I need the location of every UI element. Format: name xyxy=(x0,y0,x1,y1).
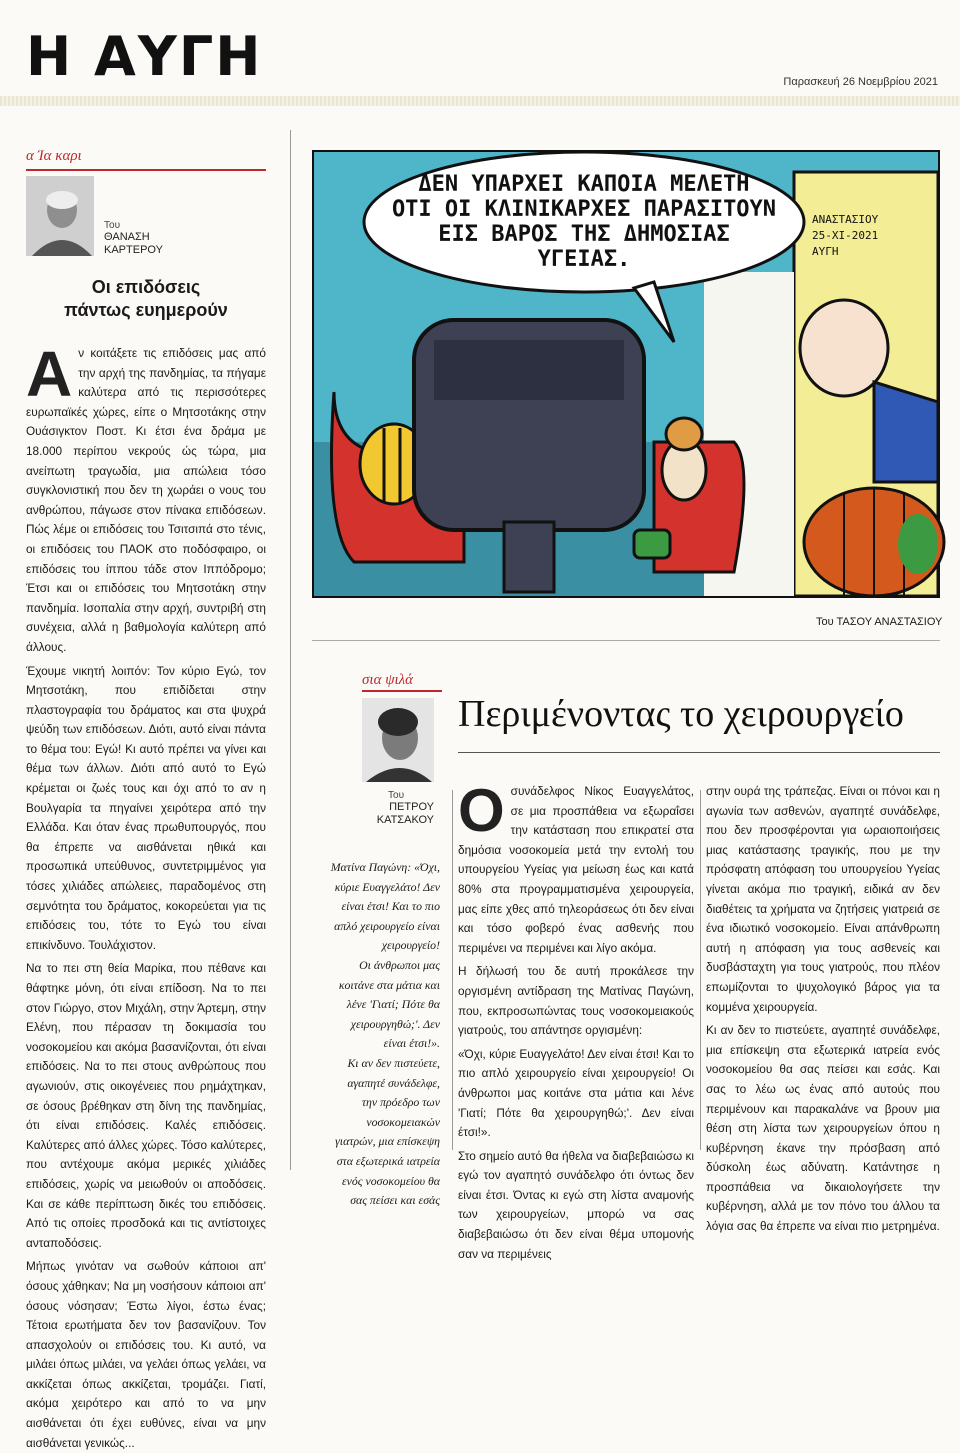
author-photo-katsakou xyxy=(362,698,434,782)
column-body-left xyxy=(26,338,266,1450)
paragraph xyxy=(458,777,694,958)
pull-quote-part: Κι αν δεν πιστεύετε, αγαπητέ συνάδελφε, την πρόεδρο των νοσοκομειακών γιατρών, μια επίσκεψη στα εξωτερικά ιατρεία ενός νοσοκομείου θα σας πείσει και εσάς xyxy=(335,1055,440,1208)
paragraph: Μήπως γινόταν να σωθούν κάποιοι απ' όσους χάθηκαν; Να μη νοσήσουν κάποιοι απ' όσους νόσησαν; Έστω λίγοι, έστω ένας; Τέτοια ερωτήματα δεν τον βασανίζουν. Τον απασχολούν οι επιδόσεις του. Κι αυτό, να μιλάει όπως μιλάει, να γελάει όπως γελάει, να ακκίζεται όπως ακκίζεται, τρομάζει. Γιατί, ακόμα χειρότερο και από το να μην αισθάνεται ότι έχει ευθύνες, είναι να μην αισθάνεται γενικώς... xyxy=(26,1259,266,1450)
author-photo-kárteros xyxy=(26,176,94,256)
paragraph: Στο σημείο αυτό θα ήθελα να διαβεβαιώσω κι εγώ τον αγαπητό συνάδελφο ότι όντως δεν είναι έτσι. Όντας κι εγώ στη λίστα αναμονής των χειρουργείων, μπορώ να σας διαβεβαιώσω ότι δεν είναι θέμα υπομονής σαν να περιμένεις xyxy=(458,1148,694,1261)
author-name-line-2: ΚΑΡΤΕΡΟΥ xyxy=(104,244,163,257)
author-byline-main xyxy=(374,790,434,827)
speech-line-4: ΥΓΕΙΑΣ. xyxy=(537,247,631,272)
pull-quote-part: Οι άνθρωποι μας κοιτάνε στα μάτια και λένε 'Γιατί; Πότε θα χειρουργηθώ;'. Δεν είναι έτσι!». xyxy=(338,957,440,1051)
signature-line-3: ΑΥΓΗ xyxy=(812,245,839,258)
article-body-col-1 xyxy=(458,777,694,1261)
cartoon-signature xyxy=(812,212,878,260)
header-band xyxy=(0,96,960,106)
editorial-cartoon xyxy=(312,150,940,598)
speech-line-1: ΔΕΝ ΥΠΑΡΧΕΙ ΚΑΠΟΙΑ ΜΕΛΕΤΗ xyxy=(418,172,750,197)
pull-quote xyxy=(330,858,440,1211)
column-title-line-1: Οι επιδόσεις xyxy=(91,277,201,297)
portrait-icon xyxy=(26,176,94,256)
author-prefix: Του xyxy=(388,790,405,801)
paragraph: «Όχι, κύριε Ευαγγελάτο! Δεν είναι έτσι! Και το πιο απλό χειρουργείο είναι χειρουργείο! Οι άνθρωποι μας κοιτάνε στα μάτια και λένε 'Γιατί; Πότε θα χειρουργηθώ;'. Δεν είναι έτσι!». xyxy=(458,1046,694,1140)
signature-line-2: 25-XI-2021 xyxy=(812,229,879,242)
paragraph-text: συνάδελφος Νίκος Ευαγγελάτος, σε μια προσπάθεια να εξωραΐσει την κατάσταση που επικρατεί στα δημόσια νοσοκομεία μετά την εντολή του υπουργείου Υγείας για μείωση έως και κατά 80% στα προγραμματισμένα χειρουργεία, μας είπε χθες από τηλεοράσεως ότι δεν είναι και τόσο φοβερό ένας ασθενής που περιμένει να περιμένει και λίγο ακόμα. xyxy=(458,784,694,955)
paragraph: Να το πει στη θεία Μαρίκα, που πέθανε και θάφτηκε μόνη, ότι είναι επίδοση. Να το πει στον Γιώργο, στον Μιχάλη, στην Άρτεμη, στην Ελένη, που πέρασαν τη δοκιμασία του νοσοκομείου και ακόμα βασανίζονται, ότι είναι επιδόσεις. Να το πει στους ανθρώπους που αγωνιούν, στις οικογένειες που ρημάχτηκαν, σε όσους βρέθηκαν στη δίνη της πανδημίας, ότι είναι επιδόσεις. Καλές επιδόσεις. Καλύτερες από άλλες χώρες. Τόσο καλύτερες, που αντέχουμε ακόμα μερικές χιλιάδες επιδόσεις, χωρίς να μειωθούν οι αποδόσεις. Και σε κάθε περίπτωση δικές του επιδόσεις. Από τις οποίες προσδοκά και τις αντίστοιχες ανταποδόσεις. xyxy=(26,961,266,1250)
pull-quote-part: Ματίνα Παγώνη: «Όχι, κύριε Ευαγγελάτο! Δεν είναι έτσι! Και το πιο απλό χειρουργείο είναι χειρουργείο! xyxy=(330,860,440,953)
speech-line-3: ΕΙΣ ΒΑΡΟΣ ΤΗΣ ΔΗΜΟΣΙΑΣ xyxy=(438,222,730,247)
section-rule-left xyxy=(26,169,266,171)
column-title-left xyxy=(26,276,266,321)
paragraph: Η δήλωσή του δε αυτή προκάλεσε την οργισμένη αντίδραση της Ματίνας Παγώνη, που, εκπροσωπώντας τους νοσοκομειακούς γιατρούς, του απάντησε οργισμένη: xyxy=(458,964,694,1038)
column-title-line-2: πάντως ευημερούν xyxy=(64,299,228,320)
speech-line-2: ΟΤΙ ΟΙ ΚΛΙΝΙΚΑΡΧΕΣ ΠΑΡΑΣΙΤΟΥΝ xyxy=(391,197,777,222)
paragraph: Έχουμε νικητή λοιπόν: Τον κύριο Εγώ, τον Μητσοτάκη, που επιδίδεται στην πλαστογραφία του δράματος και στα ψυχρά ψεύδη των επιδόσεων. Διότι, αυτό είναι πάντα το θέμα του: Εγώ! Κι αυτό πρέπει να γίνει και θέμα των άλλων. Διότι από αυτό το Εγώ κρέμεται οι ζωές τους και όχι από το αν η Βουλγαρία τα πηγαίνει χειρότερα από την Ελλάδα. Και όταν ένας πρωθυπουργός, που θα έπρεπε να αισθάνεται ηθικά και προσωπικά υπεύθυνος, συντετριμμένος για τόσες χιλιάδες απώλειες, παραδομένος στη σεμνότητα του δράματος, κοκορεύεται για τις επιδόσεις του, τότε το Εγώ του είναι επικίνδυνο. Τουλάχιστον. xyxy=(26,663,266,952)
article-body-col-2 xyxy=(706,782,940,1234)
paragraph: Κι αν δεν το πιστεύετε, αγαπητέ συνάδελφε, μια επίσκεψη στα εξωτερικά ιατρεία ενός νοσοκομείου θα σας πείσει και εσάς. Και σας το λέω ως ένας από αυτούς που περιμένουν και παρακαλάνε να βρουν μια θέση στη λίστα των χειρουργείων όπου η κυβέρνηση έκανε την πρόσβαση από δύσκολη έως αδύνατη. Κατάντησε η προσπάθεια να δικαιολογήσετε την κυβέρνηση, αλλά με τον πόνο του άλλου τα λόγια σας θα έπρεπε να είναι πιο μετρημένα. xyxy=(706,1023,940,1234)
portrait-icon xyxy=(362,698,434,782)
drop-cap: Α xyxy=(26,338,73,410)
author-name-line-1: ΘΑΝΑΣΗ xyxy=(104,231,150,243)
column-divider xyxy=(700,790,701,1150)
author-prefix: Του xyxy=(104,220,121,231)
author-name-line-2: ΚΑΤΣΑΚΟΥ xyxy=(376,814,434,827)
drop-cap: Ο xyxy=(458,777,505,844)
signature-line-1: ΑΝΑΣΤΑΣΙΟΥ xyxy=(812,213,879,226)
section-tag-left: α Ία καρι xyxy=(26,148,82,164)
masthead: Η ΑΥΓΗ xyxy=(26,25,263,88)
article-title: Περιμένοντας το χειρουργείο xyxy=(458,693,904,735)
author-name-line-1: ΠΕΤΡΟΥ xyxy=(389,801,434,813)
column-divider xyxy=(290,130,291,1170)
column-divider xyxy=(452,790,453,1150)
section-rule-main xyxy=(362,690,442,692)
issue-date: Παρασκευή 26 Νοεμβρίου 2021 xyxy=(783,76,938,88)
cartoon-credit: Του ΤΑΣΟΥ ΑΝΑΣΤΑΣΙΟΥ xyxy=(816,616,943,628)
title-rule xyxy=(458,752,940,753)
paragraph: στην ουρά της τράπεζας. Είναι οι πόνοι και η αγωνία των ασθενών, αγαπητέ συνάδελφε, που δεν προσφέρονται για ωραιοποιήσεις μιας κατάστασης τραγικής, που με την πρόσφατη απόφαση του υπουργείου Υγείας γίνεται ακόμα πιο τραγική, ειδικά αν δεν διαθέτεις τα χρήματα να ζητήσεις γιατρειά σε ένα ιδιωτικό νοσοκομείο. Είναι απάνθρωπη αυτή η απόφαση για τους ασθενείς και δυσβάσταχτη για τους γιατρούς, που πλέον επωμίζονται το ψυχολογικό βάρος για τα κομμένα χειρουργεία. xyxy=(706,784,940,1014)
paragraph xyxy=(26,338,266,658)
author-byline-left xyxy=(104,220,163,257)
speech-bubble-text xyxy=(364,172,804,272)
paragraph-text: ν κοιτάξετε τις επιδόσεις μας από την αρχή της πανδημίας, τα πήγαμε καλύτερα από τις περισσότερες ευρωπαϊκές χώρες, είπε ο Μητσοτάκης στην Ουάσιγκτον Ποστ. Κι έτσι ένα δράμα με 18.000 περίπου νεκρούς ώς τώρα, μια ανείπωτη τραγωδία, μια απώλεια τόσο συγκλονιστική που δεν τη χωράει ο νους του ανθρώπου, πάγωσε στον πίνακα επιδόσεων. Πώς λέμε οι επιδόσεις του Τσιτσιπά στο τένις, οι επιδόσεις του ΠΑΟΚ στο ποδόσφαιρο, οι επιδόσεις του ίππου τάδε στον Ιππόδρομο; Έτσι και οι επιδόσεις του Μητσοτάκη στην πανδημία. Ισοπαλία στην αρχή, συντριβή στη συνέχεια, αλλά η βαθμολογία καλύτερη από άλλους. xyxy=(26,346,266,654)
cartoon-bottom-rule xyxy=(312,640,940,641)
section-tag-main: σια ψιλά xyxy=(362,672,414,688)
